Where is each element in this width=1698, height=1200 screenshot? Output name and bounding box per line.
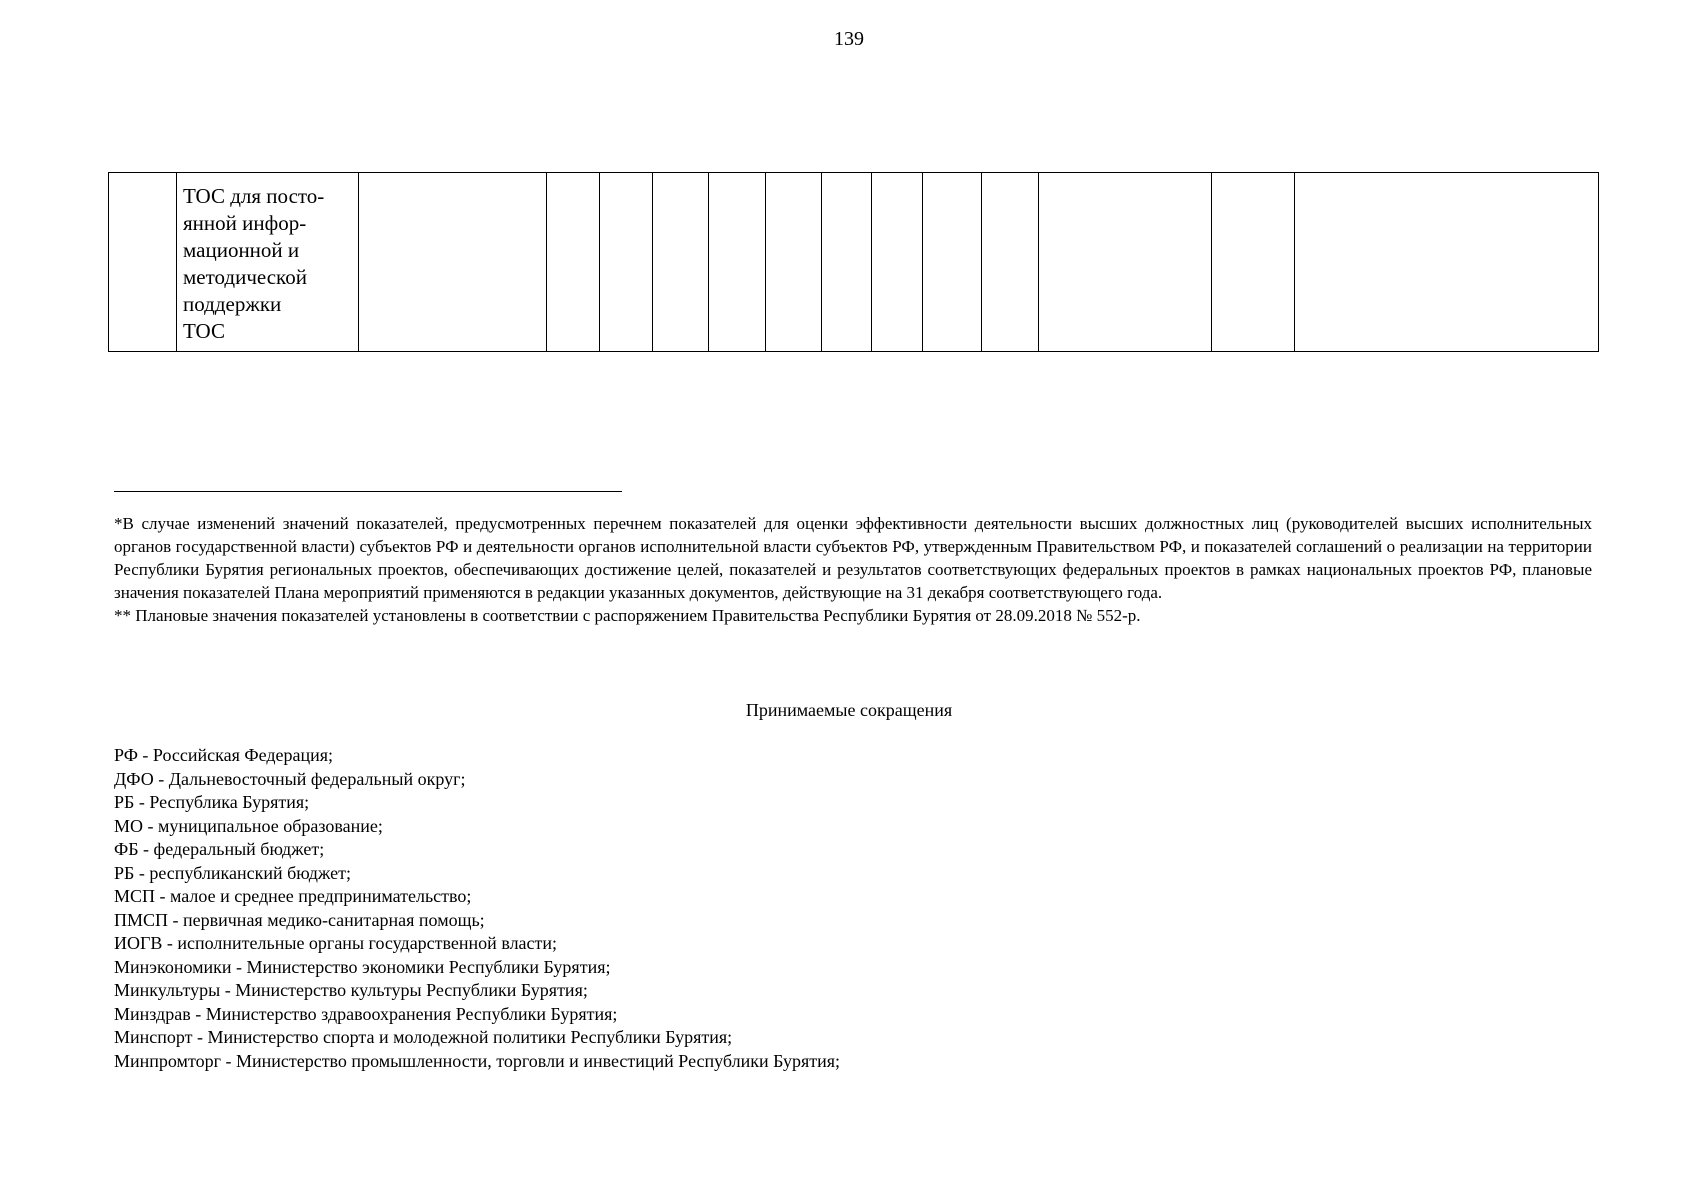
- table-cell: [709, 173, 766, 352]
- cell-text-line: методической: [183, 265, 307, 289]
- table-cell: [653, 173, 709, 352]
- table-cell: [872, 173, 923, 352]
- table-cell: [822, 173, 872, 352]
- list-item: ФБ - федеральный бюджет;: [114, 839, 325, 859]
- list-item: ИОГВ - исполнительные органы государственной власти;: [114, 933, 558, 953]
- table-cell: [982, 173, 1039, 352]
- list-item: Минспорт - Министерство спорта и молодежной политики Республики Бурятия;: [114, 1027, 733, 1047]
- cell-text: [177, 173, 358, 345]
- table-row: [109, 173, 1599, 352]
- footnote: *В случае изменений значений показателей, предусмотренных перечнем показателей для оценки эффективности деятельности высших должностных лиц (руководителей высших исполнительных органов государственной власти) субъектов РФ и деятельности органов исполнительной власти субъектов РФ, утвержденным Правительством РФ, и показателей соглашений о реализации на территории Республики Бурятия региональных проектов, обеспечивающих достижение целей, показателей и результатов соответствующих федеральных проектов в рамках национальных проектов РФ, плановые значения показателей Плана мероприятий применяются в редакции указанных документов, действующие на 31 декабря соответствующего года.: [114, 514, 1592, 602]
- plan-table: [108, 172, 1599, 352]
- cell-text-line: мационной и: [183, 238, 300, 262]
- list-item: Минэкономики - Министерство экономики Республики Бурятия;: [114, 956, 611, 977]
- list-item: ПМСП - первичная медико-санитарная помощь;: [114, 909, 485, 930]
- list-item: МО - муниципальное образование;: [114, 815, 383, 836]
- table-cell: [1295, 173, 1599, 352]
- cell-text-line: ТОС: [183, 319, 225, 343]
- table-cell: [1212, 173, 1295, 352]
- cell-text-line: поддержки: [183, 292, 282, 316]
- list-item: РБ - республиканский бюджет;: [114, 862, 351, 883]
- list-item: РБ - Республика Бурятия;: [114, 792, 310, 812]
- list-item: Минпромторг - Министерство промышленности, торговли и инвестиций Республики Бурятия;: [114, 1050, 841, 1071]
- list-item: ДФО - Дальневосточный федеральный округ;: [114, 768, 466, 789]
- cell-text-line: янной инфор-: [183, 211, 307, 235]
- abbreviations-heading: Принимаемые сокращения: [745, 700, 953, 720]
- table-cell: [547, 173, 600, 352]
- list-item: Минкультуры - Министерство культуры Республики Бурятия;: [114, 980, 588, 1000]
- table-cell: [1039, 173, 1212, 352]
- table-cell: [109, 173, 177, 352]
- footnotes: [114, 512, 1592, 627]
- table-cell: [600, 173, 653, 352]
- table-cell: [766, 173, 822, 352]
- list-item: РФ - Российская Федерация;: [114, 745, 334, 765]
- table-cell: [177, 173, 359, 352]
- cell-text-line: ТОС для посто-: [183, 184, 325, 208]
- list-item: МСП - малое и среднее предпринимательство;: [114, 886, 472, 906]
- table-cell: [359, 173, 547, 352]
- page-number: 139: [834, 28, 864, 50]
- footnote-divider: [114, 491, 622, 492]
- list-item: Минздрав - Министерство здравоохранения Республики Бурятия;: [114, 1003, 618, 1024]
- table-cell: [923, 173, 982, 352]
- abbreviations-list: [114, 744, 1314, 1073]
- footnote: ** Плановые значения показателей установлены в соответствии с распоряжением Правительства Республики Бурятия от 28.09.2018 № 552-р.: [114, 606, 1141, 625]
